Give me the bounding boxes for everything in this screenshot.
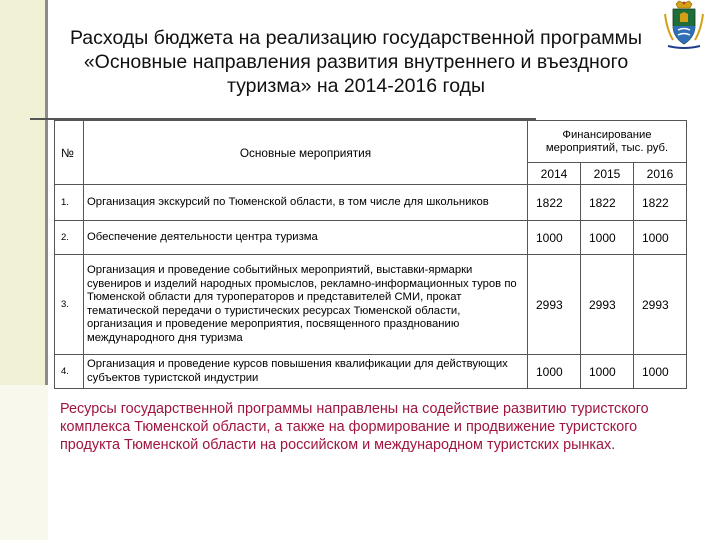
header-row	[55, 121, 687, 163]
row-value-2016: 1822	[634, 185, 687, 221]
header-year-2015: 2015	[581, 163, 634, 185]
row-value-2016: 1000	[634, 221, 687, 255]
row-value-2015: 1000	[581, 221, 634, 255]
row-value-2014: 2993	[528, 255, 581, 355]
page-title	[52, 26, 660, 98]
coat-of-arms-icon	[659, 0, 709, 50]
table-row	[55, 255, 687, 355]
row-value-2016: 2993	[634, 255, 687, 355]
table-row	[55, 221, 687, 255]
header-year-2014: 2014	[528, 163, 581, 185]
header-num: №	[55, 121, 84, 185]
row-value-2015: 2993	[581, 255, 634, 355]
budget-table	[54, 120, 687, 389]
header-year-2016: 2016	[634, 163, 687, 185]
row-value-2014: 1000	[528, 355, 581, 389]
row-value-2015: 1000	[581, 355, 634, 389]
row-activity: Обеспечение деятельности центра туризма	[84, 221, 528, 255]
title-line: Расходы бюджета на реализацию государственной программы	[69, 27, 643, 49]
title-line: туризма» на 2014-2016 годы	[226, 75, 486, 97]
row-value-2014: 1000	[528, 221, 581, 255]
program-note: Ресурсы государственной программы направлены на содействие развитию туристского комплекса Тюменской области, а также на формирование и продвижение туристского продукта Тюменской области на российском и международном туристских рынках.	[60, 401, 649, 453]
header-financing: Финансирование мероприятий, тыс. руб.	[528, 121, 687, 163]
row-value-2015: 1822	[581, 185, 634, 221]
row-activity: Организация экскурсий по Тюменской области, в том числе для школьников	[84, 185, 528, 221]
row-num: 3.	[55, 255, 84, 355]
left-decor-bar	[0, 0, 48, 385]
row-value-2016: 1000	[634, 355, 687, 389]
row-activity: Организация и проведение курсов повышения квалификации для действующих субъектов туристской индустрии	[84, 355, 528, 389]
table-row	[55, 185, 687, 221]
row-num: 4.	[55, 355, 84, 389]
row-value-2014: 1822	[528, 185, 581, 221]
row-num: 2.	[55, 221, 84, 255]
title-line: «Основные направления развития внутреннего и въездного	[83, 51, 629, 73]
row-num: 1.	[55, 185, 84, 221]
left-decor-bar-lower	[0, 385, 48, 540]
row-activity: Организация и проведение событийных мероприятий, выставки-ярмарки сувениров и изделий народных промыслов, рекламно-информационных туров по Тюменской области для туроператоров и представителей СМИ, прокат тематической передачи о туристических ресурсах Тюменской области, организация и проведение мероприятия, посвященного празднованию международного дня туризма	[84, 255, 528, 355]
header-activity: Основные мероприятия	[84, 121, 528, 185]
table-row	[55, 355, 687, 389]
